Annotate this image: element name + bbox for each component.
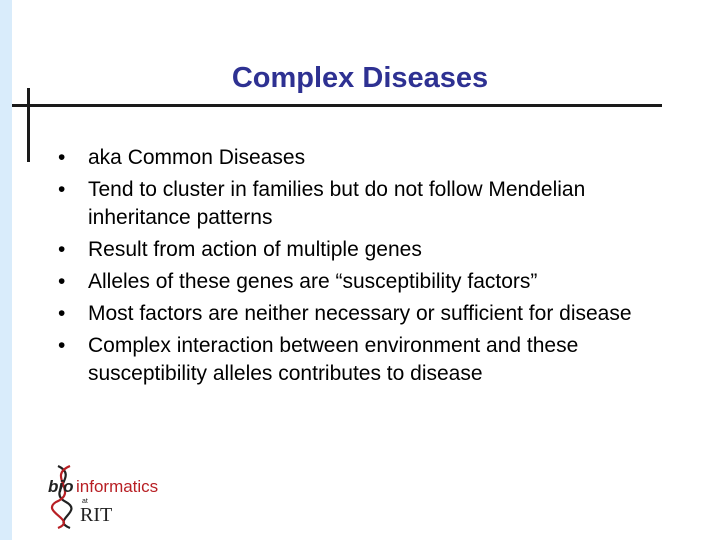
- logo-text-informatics: informatics: [76, 477, 159, 496]
- bullet-item: • Alleles of these genes are “susceptibility factors”: [58, 268, 678, 296]
- logo-text-at: at: [82, 498, 88, 505]
- bullet-item: • Tend to cluster in families but do not follow Mendelian inheritance patterns: [58, 176, 678, 232]
- bullet-item: • Result from action of multiple genes: [58, 236, 678, 264]
- bullet-item: • Complex interaction between environment and these susceptibility alleles contributes to disease: [58, 332, 678, 388]
- title-rule-vertical: [27, 88, 30, 162]
- bioinformatics-rit-logo: [40, 462, 200, 530]
- slide-title: Complex Diseases: [231, 62, 489, 94]
- bullet-item: • aka Common Diseases: [58, 144, 678, 172]
- logo-text-rit: RIT: [80, 504, 113, 526]
- bullet-list: [58, 144, 678, 392]
- title-rule-horizontal: [12, 104, 662, 107]
- bullet-item: • Most factors are neither necessary or sufficient for disease: [58, 300, 678, 328]
- logo-text-bio: bio: [48, 477, 74, 496]
